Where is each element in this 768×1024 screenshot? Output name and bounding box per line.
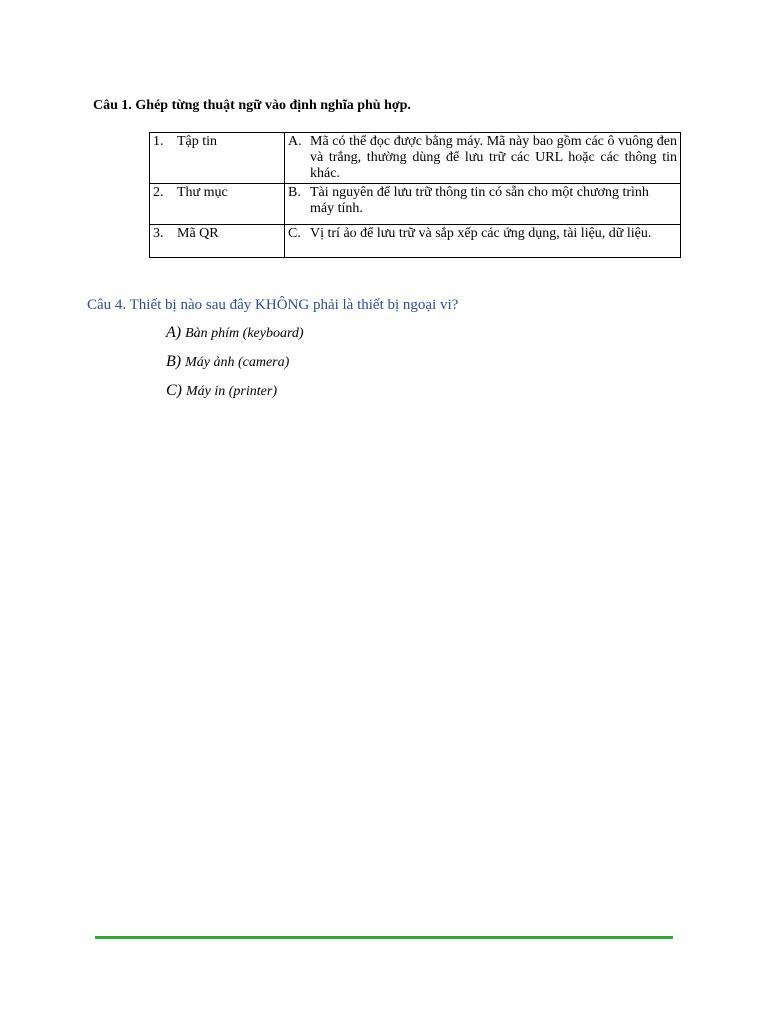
- table-row: [150, 184, 681, 225]
- term-number: 3.: [153, 226, 164, 241]
- option-label: C): [166, 382, 182, 399]
- question-4-title: Câu 4. Thiết bị nào sau đây KHÔNG phải là thiết bị ngoại vi?: [87, 297, 459, 313]
- question-1-title: Câu 1. Ghép từng thuật ngữ vào định nghĩa phù hợp.: [93, 98, 411, 113]
- option-text: Máy in (printer): [186, 384, 277, 399]
- definition-text: Vị trí ảo để lưu trữ và sắp xếp các ứng dụng, tài liệu, dữ liệu.: [310, 226, 652, 241]
- term-number: 1.: [153, 134, 164, 149]
- answer-option-b: [166, 353, 289, 371]
- option-label: B): [166, 353, 182, 370]
- definition-letter: A.: [288, 134, 302, 149]
- definition-cell: [285, 184, 681, 225]
- term-text: Thư mục: [177, 185, 228, 200]
- term-cell: [150, 133, 285, 184]
- footer-divider: [95, 936, 673, 939]
- definition-cell: [285, 133, 681, 184]
- option-text: Máy ảnh (camera): [185, 355, 290, 370]
- table-row: [150, 133, 681, 184]
- option-label: A): [166, 324, 182, 341]
- answer-option-c: [166, 382, 277, 400]
- matching-table: [149, 132, 681, 258]
- option-text: Bàn phím (keyboard): [185, 326, 304, 341]
- term-number: 2.: [153, 185, 164, 200]
- definition-letter: C.: [288, 226, 301, 241]
- definition-letter: B.: [288, 185, 301, 200]
- term-text: Tập tin: [177, 134, 218, 149]
- term-cell: [150, 225, 285, 258]
- term-cell: [150, 184, 285, 225]
- term-text: Mã QR: [177, 226, 219, 241]
- definition-cell: [285, 225, 681, 258]
- answer-option-a: [166, 324, 304, 342]
- definition-text: Mã có thể đọc được bằng máy. Mã này bao gồm các ô vuông đen và trắng, thường dùng để lưu trữ các URL hoặc các thông tin khác.: [310, 134, 677, 181]
- definition-text: Tài nguyên để lưu trữ thông tin có sẵn cho một chương trình máy tính.: [310, 185, 649, 216]
- table-row: [150, 225, 681, 258]
